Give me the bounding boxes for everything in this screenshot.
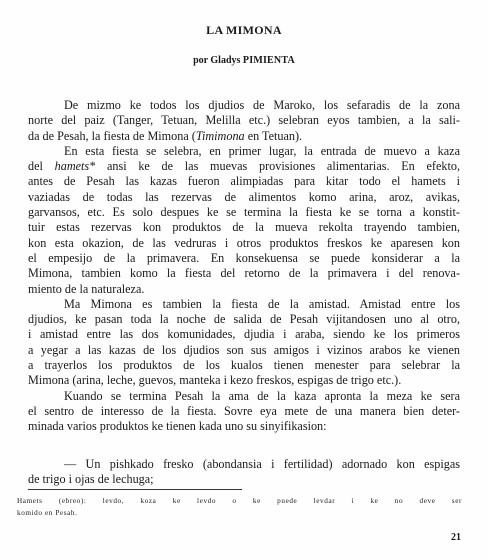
text-line: vaziadas de todas las rezervas de alimentos komo arina, aroz, avikas, — [28, 189, 460, 204]
article-body — [28, 98, 460, 487]
text-line: De mizmo ke todos los djudios de Maroko, los sefaradis de la zona — [64, 98, 460, 112]
paragraph-3 — [28, 297, 460, 389]
text-line: Kuando se termina Pesah la ama de la kaza apronta la meza ke sera — [64, 388, 460, 403]
text-line: garvansos, etc. Es solo despues ke se termina la fiesta ke se torna a konstit- — [28, 205, 460, 220]
footnote-line: komido en Pesah. — [17, 509, 78, 517]
paragraph-2 — [28, 144, 460, 297]
author-surname: PIMIENTA — [242, 55, 295, 66]
list-item — [28, 457, 460, 488]
italic-term: Timimona — [195, 128, 245, 143]
article-title: LA MIMONA — [206, 23, 282, 37]
text-line: Mimona (arina, leche, guevos, manteka i kezo freskos, espigas de trigo etc.). — [28, 373, 402, 388]
text-line: del hamets* ansi ke de las muevas provisiones alimentarias. En efekto, — [28, 159, 461, 174]
footnote-divider — [28, 489, 242, 490]
text-line: i amistad entre las dos komunidades, djudia i araba, siendo ke los primeros — [28, 327, 460, 342]
text-line: Ma Mimona es tambien la fiesta de la amistad. Amistad entre los — [64, 296, 460, 311]
text-line: kon esta okazion, de las vedruras i otros produktos freskos ke aparesen kon — [28, 235, 460, 250]
text-line: a yegar a las kazas de los djudios son sus amigos i vizinos arabos ke vienen — [28, 342, 460, 357]
author-byline — [0, 55, 488, 66]
text-line: de trigo i ojas de lechuga; — [28, 471, 154, 486]
page-number: 21 — [451, 532, 461, 543]
paragraph-1 — [28, 98, 460, 144]
footnote — [17, 495, 462, 519]
italic-term: hamets* — [54, 159, 96, 174]
footnote-line: Hamets (ebreo): levdo, koza ke levdo o ke puede levdar i ke no deve ser — [17, 497, 462, 505]
text-line: djudios, ke pasan toda la noche de salida de Pesah vijitandosen uno al otro, — [28, 312, 460, 327]
paragraph-4 — [28, 389, 460, 435]
text-line: En esta fiesta se selebra, en primer lugar, la entrada de muevo a kaza — [64, 143, 460, 158]
text-line: — Un pishkado fresko (abondansia i fertilidad) adornado kon espigas — [64, 456, 460, 471]
text-line: el empesijo de la primavera. En konsekuensa se puede konsiderar a la — [28, 250, 460, 265]
text-line: miento de la naturaleza. — [28, 281, 145, 296]
text-line: a trayerlos los produktos de los kualos tienen menester para selebrar la — [28, 358, 460, 373]
text-line: da de Pesah, la fiesta de Mimona (Timimona en Tetuan). — [28, 128, 303, 143]
author-prefix: por Gladys — [193, 55, 241, 66]
text-line: antes de Pesah las kazas fueron alimpiadas para kitar todo el hamets i — [28, 174, 460, 189]
text-line: Mimona, tambien komo la fiesta del retorno de la primavera i del renova- — [28, 266, 460, 281]
text-line: minada varios produktos ke tienen kada uno su sinyifikasion: — [28, 419, 327, 434]
text-line: tuir estas rezervas kon produktos de la mueva rekolta trayendo tambien, — [28, 220, 460, 235]
text-line: el sentro de interesso de la fiesta. Sovre eya mete de una manera bien deter- — [28, 403, 460, 418]
paragraph-spacer — [28, 435, 460, 457]
text-line: norte del paiz (Tanger, Tetuan, Melilla etc.) selebran eyos tambien, a la sali- — [28, 113, 460, 128]
